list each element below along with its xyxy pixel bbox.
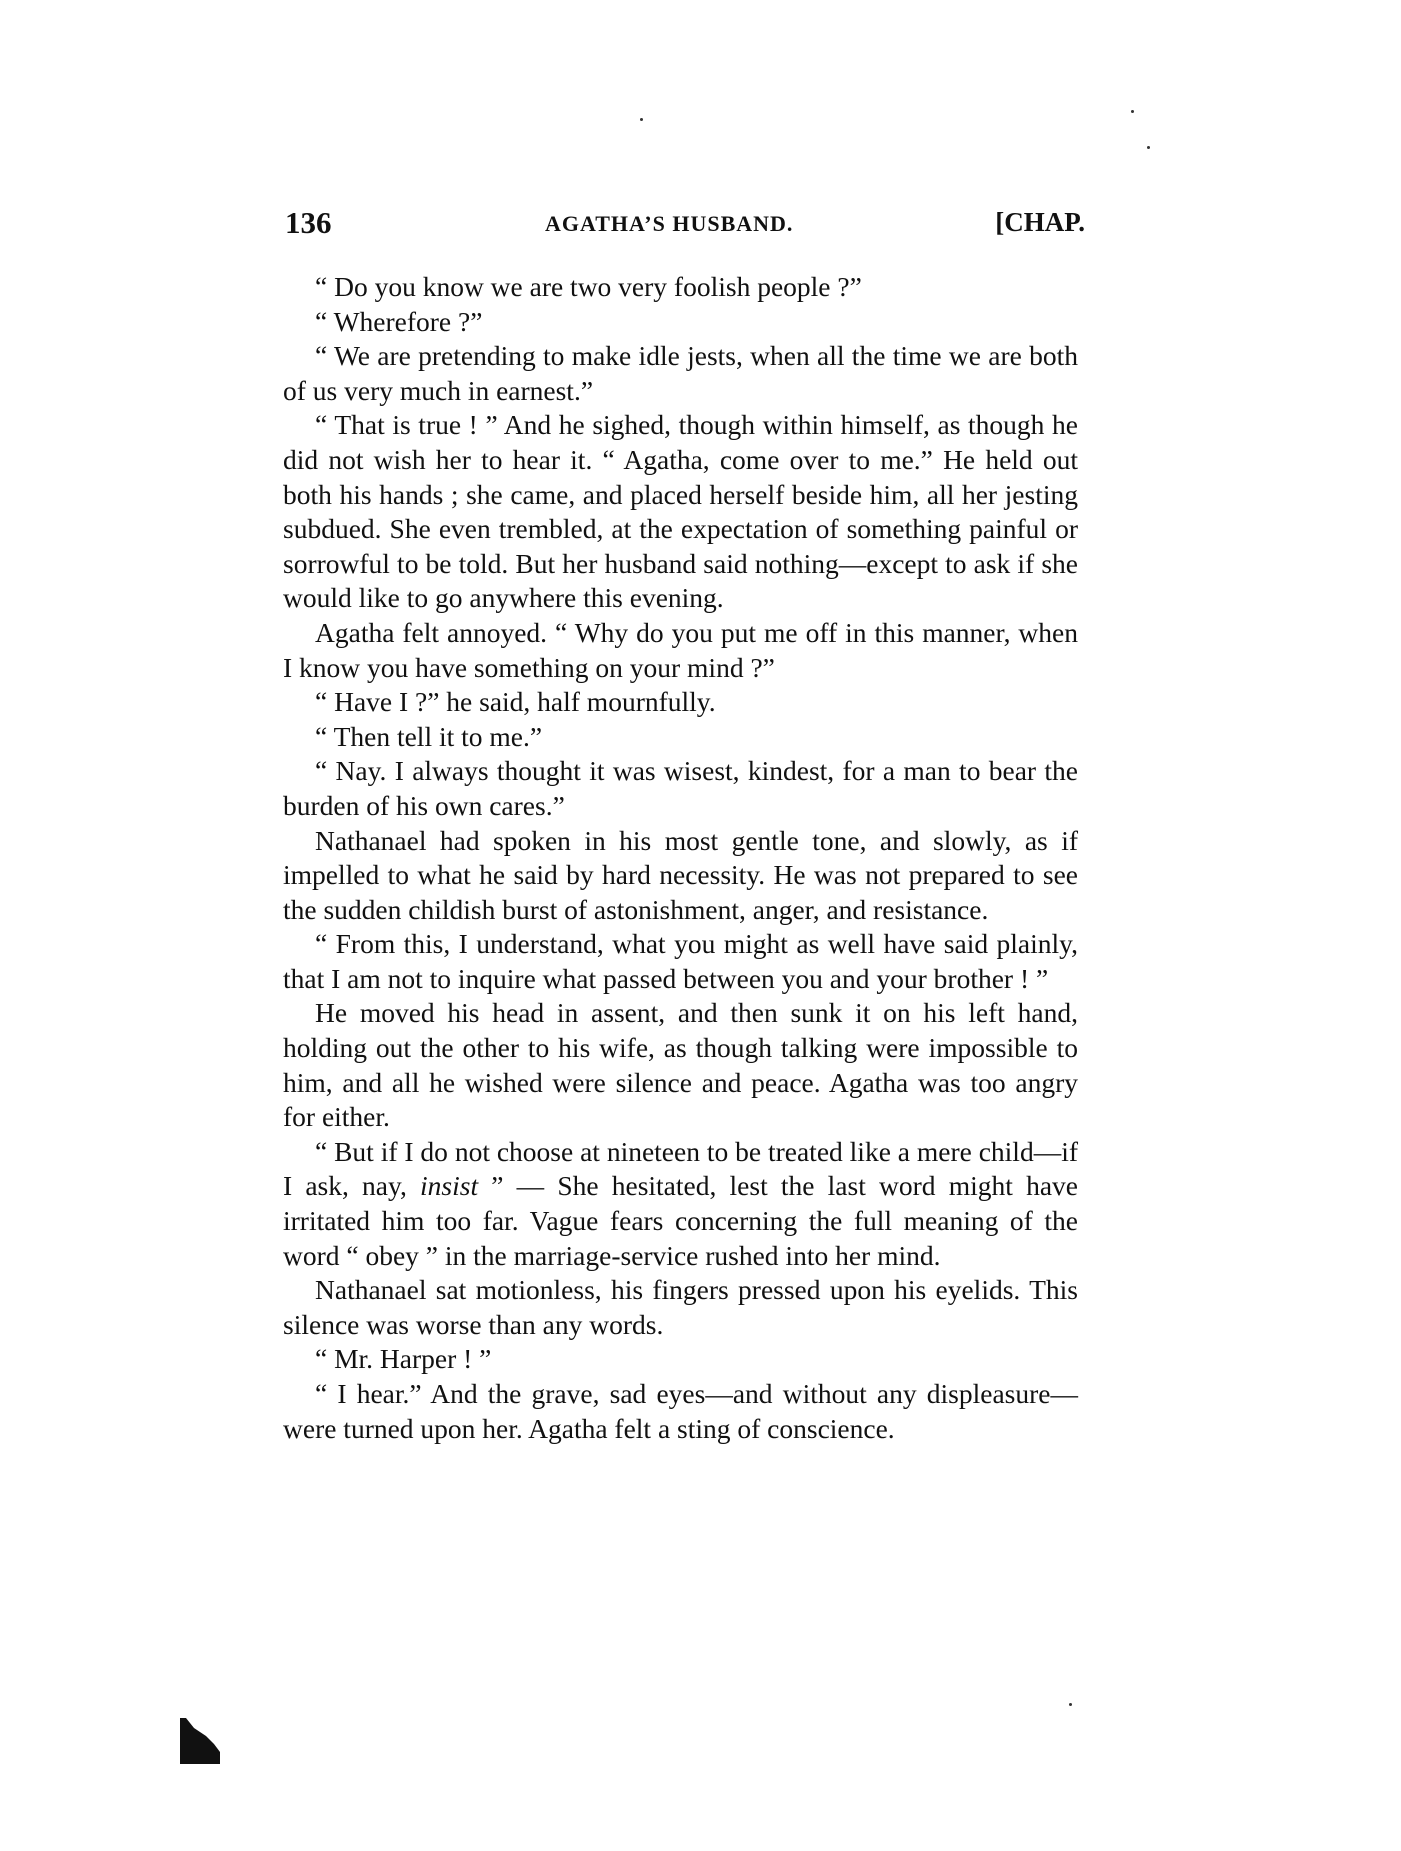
scan-speck bbox=[1131, 110, 1134, 113]
scan-speck bbox=[640, 118, 643, 121]
paragraph: “ Nay. I always thought it was wisest, kindest, for a man to bear the burden of his own cares.” bbox=[283, 755, 1078, 821]
paragraph: “ Mr. Harper ! ” bbox=[315, 1343, 492, 1375]
paragraph: “ Do you know we are two very foolish people ?” bbox=[315, 271, 862, 302]
page-header bbox=[285, 205, 1085, 245]
insist-text-after: ” — She hesitated, lest the last word might have irritated him too far. Vague fears concerning the full meaning of the word “ obey ” in the marriage-service rushed into her mind. bbox=[283, 1170, 1078, 1271]
paragraph: “ That is true ! ” And he sighed, though within himself, as though he did not wish her to hear it. “ Agatha, come over to me.” He held out both his hands ; she came, and placed herself beside him, all her jesting subdued. She even trembled, at the expectation of something painful or sorrowful to be told. But her husband said nothing—except to ask if she would like to go anywhere this evening. bbox=[283, 409, 1078, 614]
insist-emphasis: insist bbox=[420, 1170, 479, 1202]
paragraph: Nathanael had spoken in his most gentle tone, and slowly, as if impelled to what he said by hard necessity. He was not prepared to see the sudden childish burst of astonishment, anger, and resistance. bbox=[283, 824, 1078, 925]
paragraph-insist bbox=[283, 1135, 1078, 1273]
paragraph: “ I hear.” And the grave, sad eyes—and without any displeasure—were turned upon her. Agatha felt a sting of conscience. bbox=[283, 1378, 1078, 1444]
paragraph: “ We are pretending to make idle jests, when all the time we are both of us very much in earnest.” bbox=[283, 340, 1078, 406]
paragraph: Agatha felt annoyed. “ Why do you put me off in this manner, when I know you have something on your mind ?” bbox=[283, 616, 1078, 683]
page-corner-mark bbox=[180, 1718, 222, 1764]
paragraph: “ From this, I understand, what you might as well have said plainly, that I am not to inquire what passed between you and your brother ! ” bbox=[283, 928, 1078, 994]
scan-speck bbox=[1147, 146, 1150, 149]
paragraph: He moved his head in assent, and then sunk it on his left hand, holding out the other to his wife, as though talking were impossible to him, and all he wished were silence and peace. Agatha was too angry for either. bbox=[283, 997, 1078, 1133]
body-text bbox=[283, 270, 1078, 1446]
chapter-mark: [CHAP. bbox=[995, 207, 1085, 237]
insist-text-before: “ But if I do not choose at nineteen to be treated like a mere child—if I ask, nay, bbox=[283, 1135, 1078, 1202]
paragraph: Nathanael sat motionless, his fingers pressed upon his eyelids. This silence was worse than any words. bbox=[283, 1274, 1078, 1340]
paragraph: “ Wherefore ?” bbox=[315, 305, 483, 337]
running-title: AGATHA’S HUSBAND. bbox=[545, 211, 794, 236]
page-number: 136 bbox=[285, 205, 332, 240]
paragraph: “ Have I ?” he said, half mournfully. bbox=[315, 686, 716, 718]
scan-speck bbox=[1069, 1703, 1072, 1706]
paragraph: “ Then tell it to me.” bbox=[315, 720, 543, 752]
